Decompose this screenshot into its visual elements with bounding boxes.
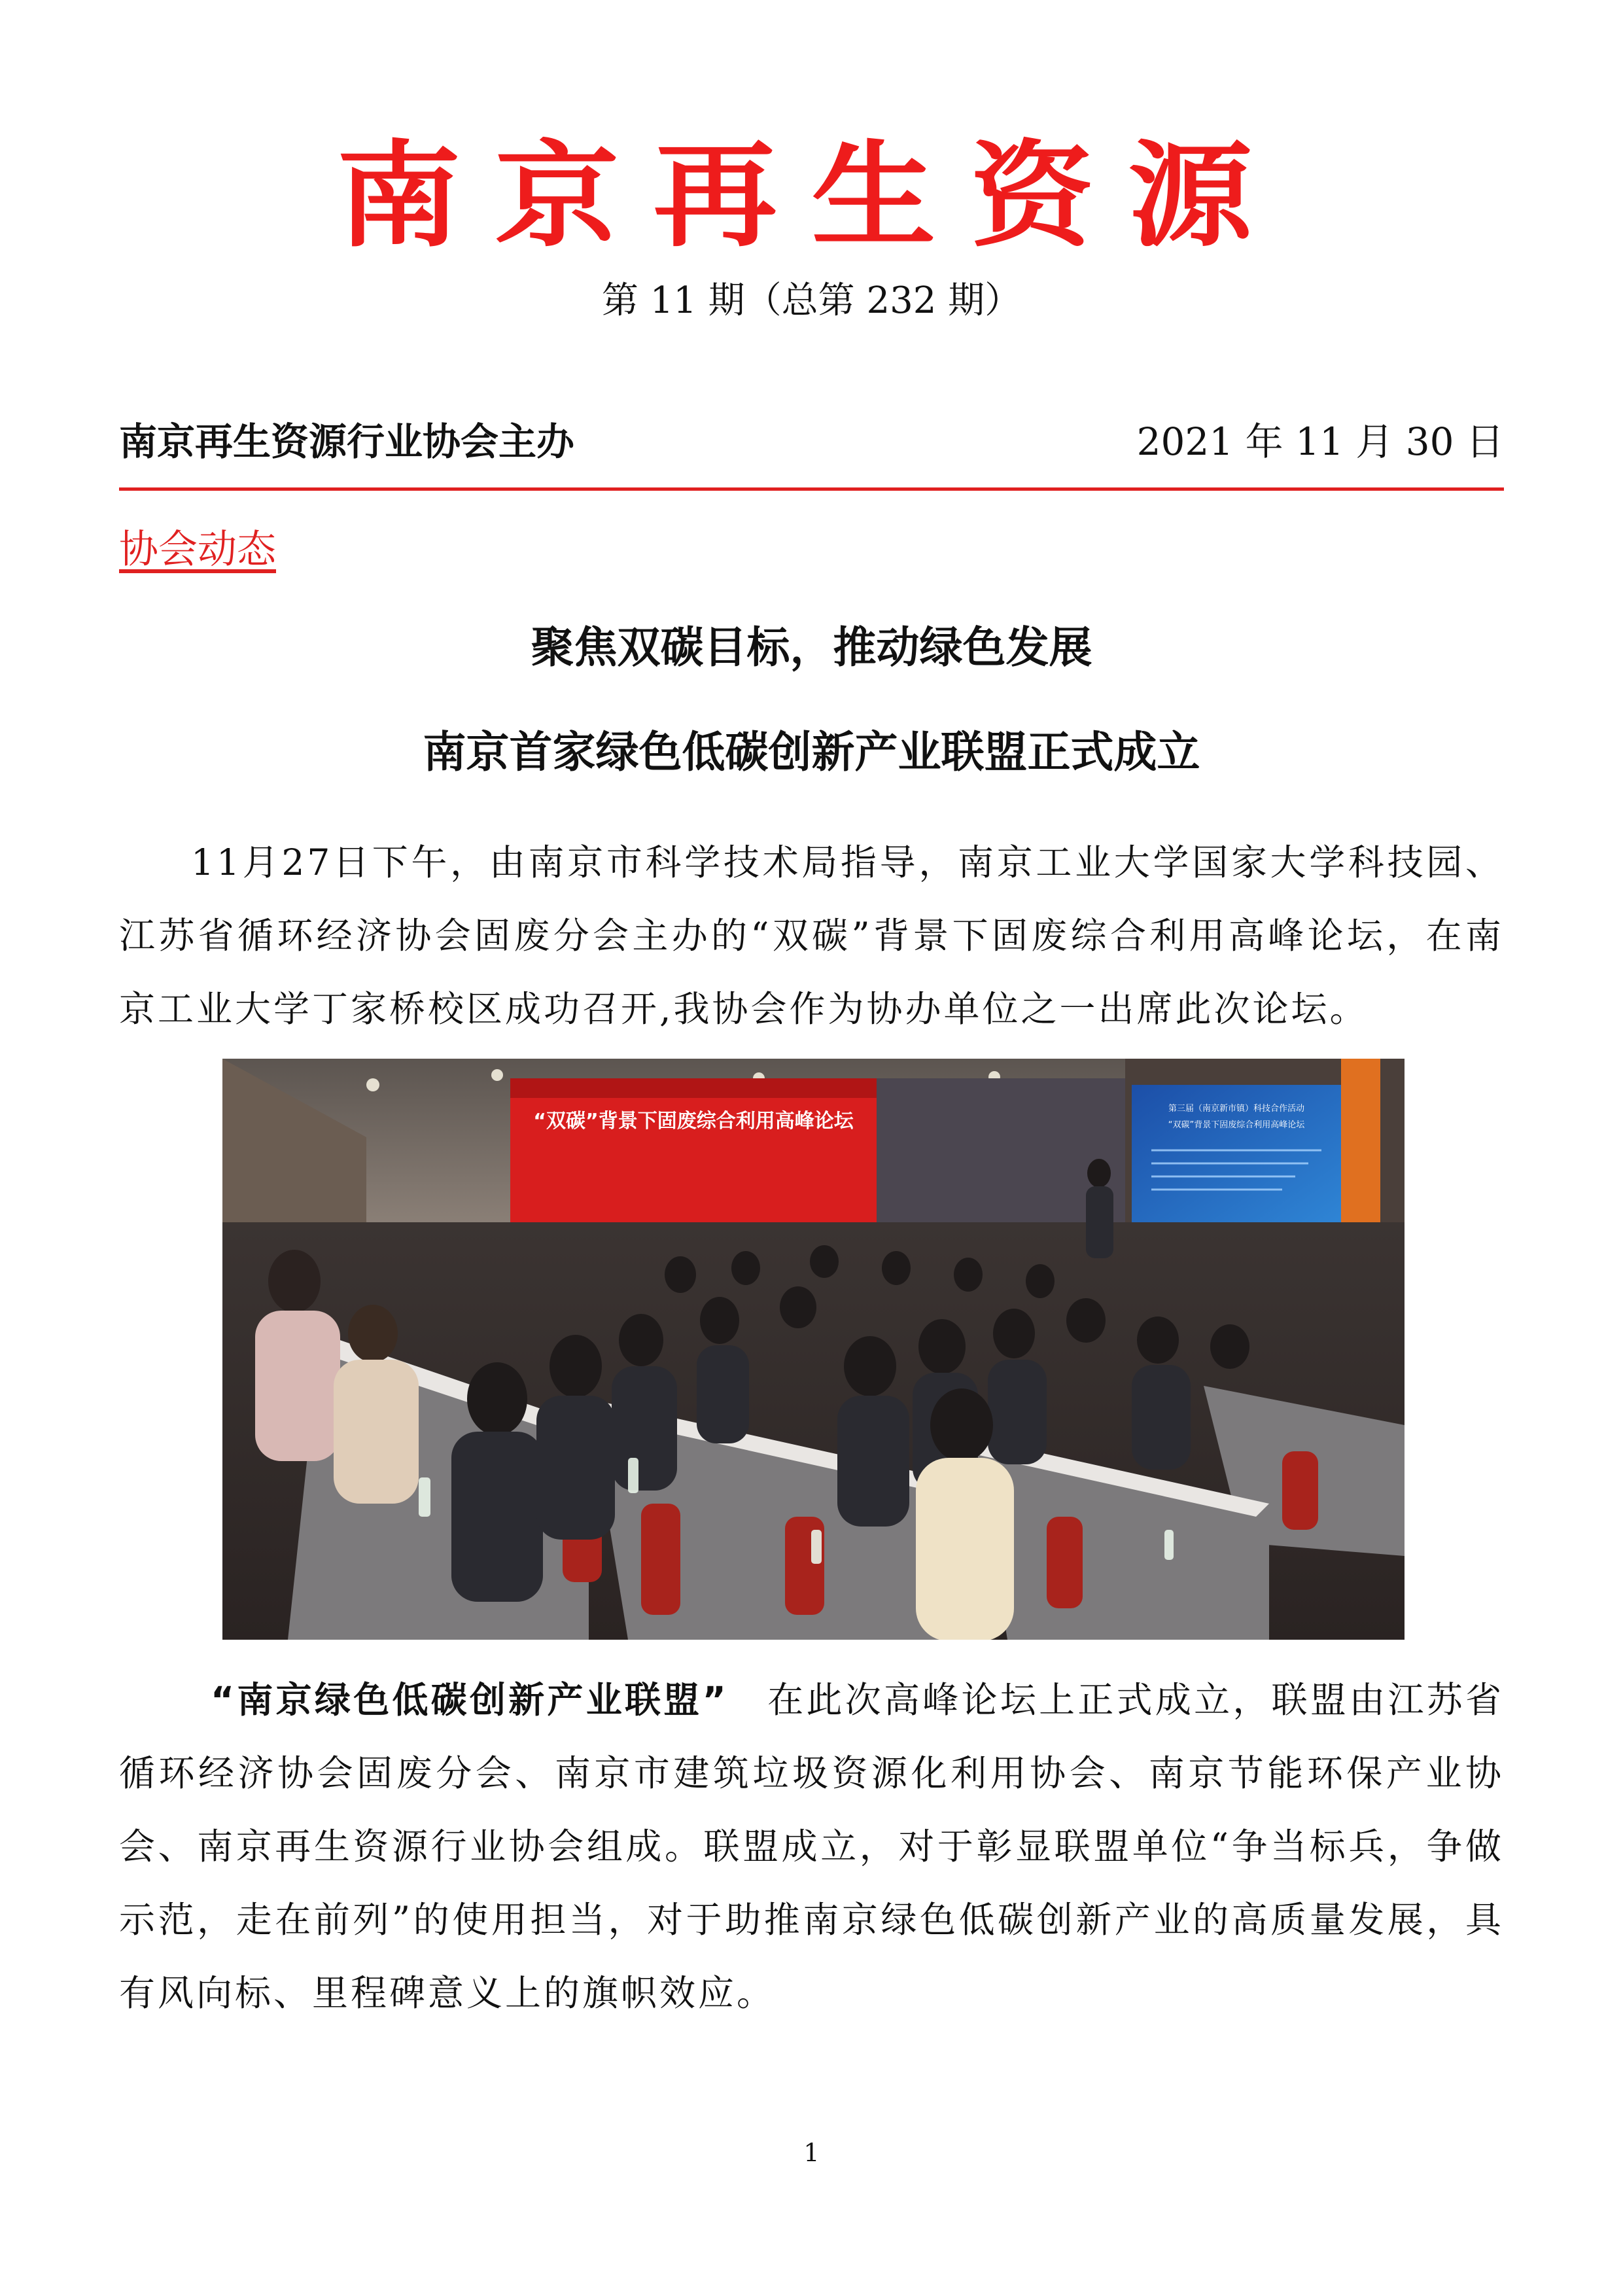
screen-text-2: “双碳”背景下固废综合利用高峰论坛	[1168, 1120, 1305, 1130]
article-paragraph-2-body: 在此次高峰论坛上正式成立，联盟由江苏省循环经济协会固废分会、南京市建筑垃圾资源化利用协会、南京节能环保产业协会、南京再生资源行业协会组成。联盟成立，对于彰显联盟单位“争当标兵，争做示范，走在前列”的使用担当，对于助推南京绿色低碳创新产业的高质量发展，具有风向标、里程碑意义上的旗帜效应。	[119, 1679, 1504, 2014]
issue-number: 第 11 期（总第 232 期）	[601, 279, 1022, 322]
header-divider	[119, 487, 1504, 491]
publish-date: 2021 年 11 月 30 日	[1136, 419, 1504, 464]
forum-photo-illustration	[222, 1059, 1405, 1640]
masthead-title: 南京再生资源	[336, 129, 1287, 263]
banner-text: “双碳”背景下固废综合利用高峰论坛	[533, 1110, 854, 1133]
article-paragraph-1: 11月27日下午，由南京市科学技术局指导，南京工业大学国家大学科技园、江苏省循环经济协会固废分会主办的“双碳”背景下固废综合利用高峰论坛，在南京工业大学丁家桥校区成功召开,我协会作为协办单位之一出席此次论坛。	[119, 841, 1504, 1030]
header-line	[119, 412, 1504, 465]
article-headline-2: 南京首家绿色低碳创新产业联盟正式成立	[423, 727, 1200, 777]
forum-photo	[222, 1059, 1405, 1640]
article-headline-1: 聚焦双碳目标，推动绿色发展	[531, 622, 1092, 673]
host-organization: 南京再生资源行业协会主办	[119, 419, 575, 464]
page-number: 1	[803, 2138, 820, 2167]
article-paragraph-2	[119, 1663, 1504, 2030]
screen-text-1: 第三届（南京新市镇）科技合作活动	[1168, 1104, 1305, 1114]
alliance-name: “南京绿色低碳创新产业联盟”	[211, 1679, 729, 1721]
section-label: 协会动态	[119, 527, 276, 573]
